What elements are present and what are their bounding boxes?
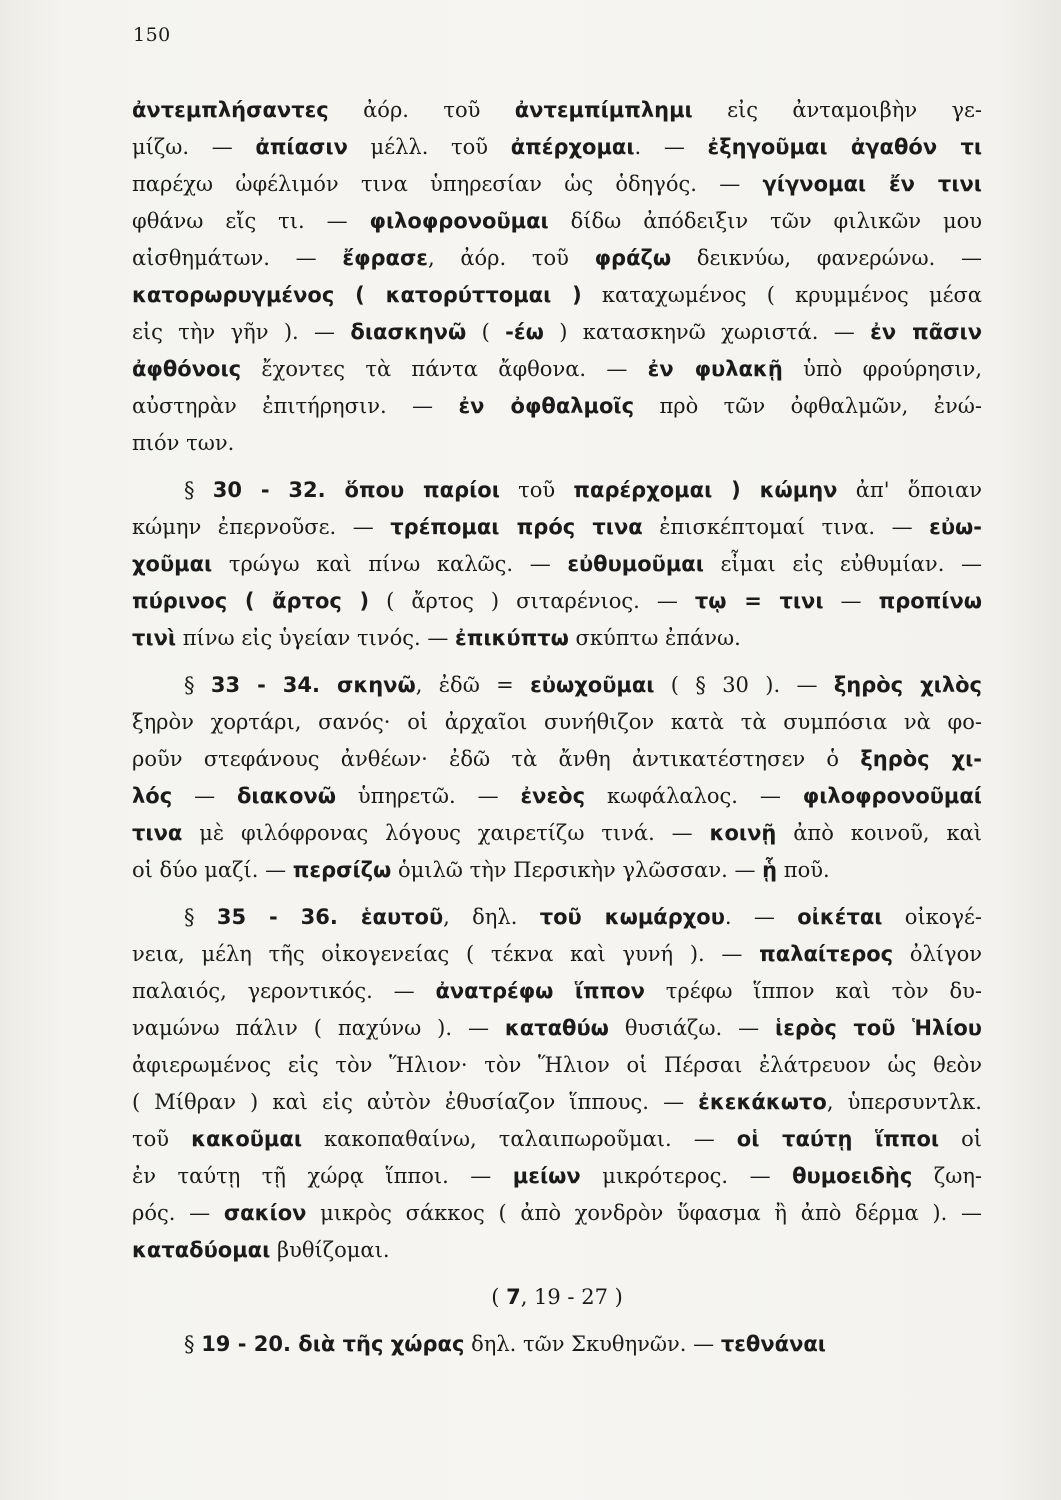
lemma-term: 30 - 32. ὅπου παρίοι <box>212 478 500 502</box>
text-line: πιόν των. <box>132 431 235 455</box>
commentary-text <box>132 92 982 1363</box>
text-line: πύρινος ( ἄρτος ) ( ἄρτος ) σιταρένιος. — τῳ = τινι — προπίνω <box>132 589 982 613</box>
text-line: ξηρὸν χορτάρι, σανός· οἱ ἀρχαῖοι συνήθιζον κατὰ τὰ συμπόσια νὰ φο- <box>132 710 982 734</box>
lemma-term: ἔφρασε <box>342 246 428 270</box>
text-line: ἐν ταύτῃ τῇ χώρᾳ ἵπποι. — μείων μικρότερος. — θυμοειδὴς ζωη- <box>132 1164 982 1188</box>
lemma-term: εὐωχοῦμαι <box>530 673 655 697</box>
lemma-term: ἀνατρέφω ἵππον <box>435 979 645 1003</box>
lemma-term: κοινῇ <box>709 821 777 845</box>
lemma-term: ἐξηγοῦμαι ἀγαθόν τι <box>707 135 982 159</box>
lemma-term: τινὶ <box>132 626 177 650</box>
lemma-term: οἰκέται <box>797 905 883 929</box>
section-heading <box>132 1279 982 1316</box>
text-line: τινα μὲ φιλόφρονας λόγους χαιρετίζω τινά. — κοινῇ ἀπὸ κοινοῦ, καὶ <box>132 821 982 845</box>
text-line: λός — διακονῶ ὑπηρετῶ. — ἐνεὸς κωφάλαλος. — φιλοφρονοῦμαί <box>132 784 982 808</box>
lemma-term: γίγνομαι ἔν τινι <box>762 172 982 196</box>
lemma-term: ἐνεὸς <box>520 784 586 808</box>
lemma-term: ξηρὸς χιλὸς <box>833 673 982 697</box>
lemma-term: ἀντεμπλήσαντες <box>132 98 329 122</box>
lemma-term: ἐκεκάκωτο <box>698 1090 827 1114</box>
text-line: ρός. — σακίον μικρὸς σάκκος ( ἀπὸ χονδρὸν ὕφασμα ἢ ἀπὸ δέρμα ). — <box>132 1201 982 1225</box>
lemma-term: οἱ ταύτῃ ἵπποι <box>736 1127 940 1151</box>
paragraph-33-34 <box>132 667 982 889</box>
text-line: παλαιός, γεροντικός. — ἀνατρέφω ἵππον τρέφω ἵππον καὶ τὸν δυ- <box>132 979 982 1003</box>
lemma-term: φράζω <box>594 246 672 270</box>
page-number: 150 <box>133 24 171 46</box>
text-line: ( Μίθραν ) καὶ εἰς αὐτὸν ἐθυσίαζον ἵππους. — ἐκεκάκωτο, ὑπερσυντλκ. <box>132 1090 982 1114</box>
lemma-term: ἀφθόνοις <box>132 357 242 381</box>
text-line: § 35 - 36. ἑαυτοῦ, δηλ. τοῦ κωμάρχου. — οἰκέται οἰκογέ- <box>184 905 982 929</box>
text-line: τοῦ κακοῦμαι κακοπαθαίνω, ταλαιπωροῦμαι. — οἱ ταύτῃ ἵπποι οἱ <box>132 1127 982 1151</box>
paragraph-30-32 <box>132 472 982 657</box>
text-line: οἱ δύο μαζί. — περσίζω ὁμιλῶ τὴν Περσικὴν γλῶσσαν. — ᾗ ποῦ. <box>132 858 830 882</box>
lemma-term: σακίον <box>223 1201 307 1225</box>
lemma-term: διασκηνῶ <box>350 320 467 344</box>
lemma-term: καταθύω <box>504 1016 609 1040</box>
text-line: § 33 - 34. σκηνῶ, ἐδῶ = εὐωχοῦμαι ( § 30 ). — ξηρὸς χιλὸς <box>184 673 982 697</box>
lemma-term: προπίνω <box>878 589 982 613</box>
text-line: ροῦν στεφάνους ἀνθέων· ἐδῶ τὰ ἄνθη ἀντικατέστησεν ὁ ξηρὸς χι- <box>132 747 982 771</box>
lemma-term: ἀπίασιν <box>255 135 348 159</box>
lemma-term: πύρινος ( ἄρτος ) <box>132 589 370 613</box>
paragraph-intro <box>132 92 982 462</box>
lemma-term: κατορωρυγμένος ( κατορύττομαι ) <box>132 283 582 307</box>
lemma-term: 33 - 34. σκηνῶ <box>210 673 416 697</box>
lemma-term: εὐω- <box>929 515 982 539</box>
lemma-term: μείων <box>512 1164 581 1188</box>
lemma-term: διακονῶ <box>237 784 336 808</box>
text-line: κώμην ἐπερνοῦσε. — τρέπομαι πρός τινα ἐπισκέπτομαί τινα. — εὐω- <box>132 515 982 539</box>
text-line: ἀφθόνοις ἔχοντες τὰ πάντα ἄφθονα. — ἐν φυλακῇ ὑπὸ φρούρησιν, <box>132 357 982 381</box>
text-line: τινὶ πίνω εἰς ὑγείαν τινός. — ἐπικύπτω σκύπτω ἐπάνω. <box>132 626 741 650</box>
lemma-term: τινα <box>132 821 183 845</box>
text-line: ( 7, 19 - 27 ) <box>491 1285 623 1309</box>
paragraph-35-36 <box>132 899 982 1269</box>
lemma-term: τεθνάναι <box>720 1332 826 1356</box>
lemma-term: ἀντεμπίμπλημι <box>514 98 693 122</box>
lemma-term: παλαίτερος <box>759 942 894 966</box>
lemma-term: κακοῦμαι <box>191 1127 302 1151</box>
lemma-term: ᾗ <box>762 858 778 882</box>
text-line: αὐστηρὰν ἐπιτήρησιν. — ἐν ὀφθαλμοῖς πρὸ τῶν ὀφθαλμῶν, ἐνώ- <box>132 394 982 418</box>
lemma-term: 35 - 36. ἑαυτοῦ <box>216 905 444 929</box>
text-line: εἰς τὴν γῆν ). — διασκηνῶ ( -έω ) κατασκηνῶ χωριστά. — ἐν πᾶσιν <box>132 320 982 344</box>
lemma-term: ξηρὸς χι- <box>860 747 982 771</box>
text-line: ἀντεμπλήσαντες ἀόρ. τοῦ ἀντεμπίμπλημι εἰς ἀνταμοιβὴν γε- <box>132 98 982 122</box>
lemma-term: ἀπέρχομαι <box>510 135 635 159</box>
lemma-term: χοῦμαι <box>132 552 213 576</box>
lemma-term: εὐθυμοῦμαι <box>567 552 704 576</box>
text-line: ναμώνω πάλιν ( παχύνω ). — καταθύω θυσιάζω. — ἱερὸς τοῦ Ἡλίου <box>132 1016 982 1040</box>
lemma-term: φιλοφρονοῦμαί <box>802 784 982 808</box>
text-line: αἰσθημάτων. — ἔφρασε, ἀόρ. τοῦ φράζω δεικνύω, φανερώνω. — <box>132 246 982 270</box>
lemma-term: ἐν φυλακῇ <box>647 357 783 381</box>
text-line: φθάνω εἴς τι. — φιλοφρονοῦμαι δίδω ἀπόδειξιν τῶν φιλικῶν μου <box>132 209 982 233</box>
lemma-term: θυμοειδὴς <box>792 1164 913 1188</box>
lemma-term: τρέπομαι πρός τινα <box>390 515 643 539</box>
lemma-term: φιλοφρονοῦμαι <box>369 209 549 233</box>
text-line: νεια, μέλη τῆς οἰκογενείας ( τέκνα καὶ γυνή ). — παλαίτερος ὀλίγον <box>132 942 982 966</box>
lemma-term: παρέρχομαι ) κώμην <box>573 478 838 502</box>
text-line: μίζω. — ἀπίασιν μέλλ. τοῦ ἀπέρχομαι. — ἐξηγοῦμαι ἀγαθόν τι <box>132 135 982 159</box>
text-line: χοῦμαι τρώγω καὶ πίνω καλῶς. — εὐθυμοῦμαι εἶμαι εἰς εὐθυμίαν. — <box>132 552 982 576</box>
text-line: § 19 - 20. διὰ τῆς χώρας δηλ. τῶν Σκυθηνῶν. — τεθνάναι <box>184 1332 826 1356</box>
lemma-term: 19 - 20. διὰ τῆς χώρας <box>201 1332 465 1356</box>
text-line: κατορωρυγμένος ( κατορύττομαι ) καταχωμένος ( κρυμμένος μέσα <box>132 283 982 307</box>
lemma-term: ἐπικύπτω <box>455 626 569 650</box>
lemma-term: λός <box>132 784 173 808</box>
lemma-term: καταδύομαι <box>132 1238 271 1262</box>
text-line: § 30 - 32. ὅπου παρίοι τοῦ παρέρχομαι ) κώμην ἀπ' ὅποιαν <box>184 478 982 502</box>
lemma-term: τῳ = τινι <box>694 589 824 613</box>
lemma-term: περσίζω <box>292 858 392 882</box>
text-line: καταδύομαι βυθίζομαι. <box>132 1238 390 1262</box>
text-line: παρέχω ὠφέλιμόν τινα ὑπηρεσίαν ὡς ὁδηγός. — γίγνομαι ἔν τινι <box>132 172 982 196</box>
paragraph-19-20 <box>132 1326 982 1363</box>
lemma-term: ἐν πᾶσιν <box>870 320 982 344</box>
lemma-term: ἐν ὀφθαλμοῖς <box>458 394 635 418</box>
lemma-term: 7 <box>506 1285 521 1309</box>
lemma-term: ἱερὸς τοῦ Ἡλίου <box>775 1016 982 1040</box>
lemma-term: τοῦ κωμάρχου <box>539 905 725 929</box>
text-line: ἀφιερωμένος εἰς τὸν Ἥλιον· τὸν Ἥλιον οἱ Πέρσαι ἐλάτρευον ὡς θεὸν <box>132 1053 982 1077</box>
lemma-term: -έω <box>505 320 544 344</box>
